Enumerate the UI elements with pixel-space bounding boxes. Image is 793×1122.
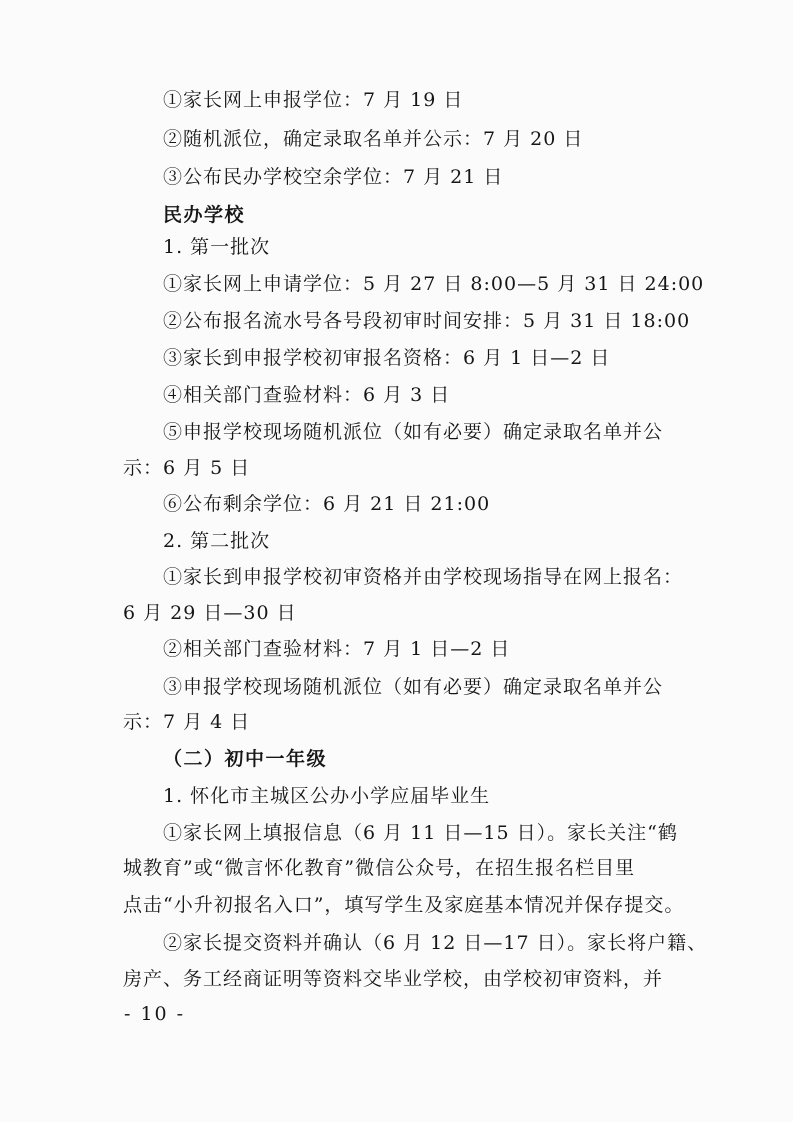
- text-line-5: 1. 第一批次: [163, 236, 271, 258]
- text-line-17: ③申报学校现场随机派位（如有必要）确定录取名单并公: [163, 676, 664, 698]
- text-line-8: ③家长到申报学校初审报名资格：6 月 1 日—2 日: [163, 347, 611, 369]
- text-line-23: 点击“小升初报名入口”，填写学生及家庭基本情况并保存提交。: [123, 894, 685, 916]
- text-line-1: ①家长网上申报学位：7 月 19 日: [163, 89, 464, 111]
- text-line-11: 示：6 月 5 日: [123, 457, 251, 479]
- page-number: - 10 -: [124, 1003, 186, 1025]
- text-line-6: ①家长网上申请学位：5 月 27 日 8:00—5 月 31 日 24:00: [163, 273, 705, 295]
- text-line-18: 示：7 月 4 日: [123, 711, 251, 733]
- text-line-14: ①家长到申报学校初审资格并由学校现场指导在网上报名：: [163, 566, 684, 588]
- text-line-22: 城教育”或“微言怀化教育”微信公众号，在招生报名栏目里: [123, 857, 636, 879]
- text-line-9: ④相关部门查验材料：6 月 3 日: [163, 384, 451, 406]
- text-line-15: 6 月 29 日—30 日: [123, 602, 297, 624]
- text-line-2: ②随机派位，确定录取名单并公示：7 月 20 日: [163, 128, 584, 150]
- text-line-24: ②家长提交资料并确认（6 月 12 日—17 日）。家长将户籍、: [163, 932, 708, 954]
- text-line-10: ⑤申报学校现场随机派位（如有必要）确定录取名单并公: [163, 421, 664, 443]
- section-heading-junior-high: （二）初中一年级: [163, 748, 328, 770]
- text-line-3: ③公布民办学校空余学位：7 月 21 日: [163, 166, 504, 188]
- text-line-12: ⑥公布剩余学位：6 月 21 日 21:00: [163, 493, 491, 515]
- text-line-25: 房产、务工经商证明等资料交毕业学校，由学校初审资料，并: [123, 968, 664, 990]
- text-line-16: ②相关部门查验材料：7 月 1 日—2 日: [163, 638, 511, 660]
- section-heading-private-schools: 民办学校: [163, 204, 246, 226]
- text-line-7: ②公布报名流水号各号段初审时间安排：5 月 31 日 18:00: [163, 310, 691, 332]
- text-line-21: ①家长网上填报信息（6 月 11 日—15 日）。家长关注“鹤: [163, 822, 678, 844]
- text-line-13: 2. 第二批次: [163, 530, 271, 552]
- text-line-20: 1. 怀化市主城区公办小学应届毕业生: [163, 785, 491, 807]
